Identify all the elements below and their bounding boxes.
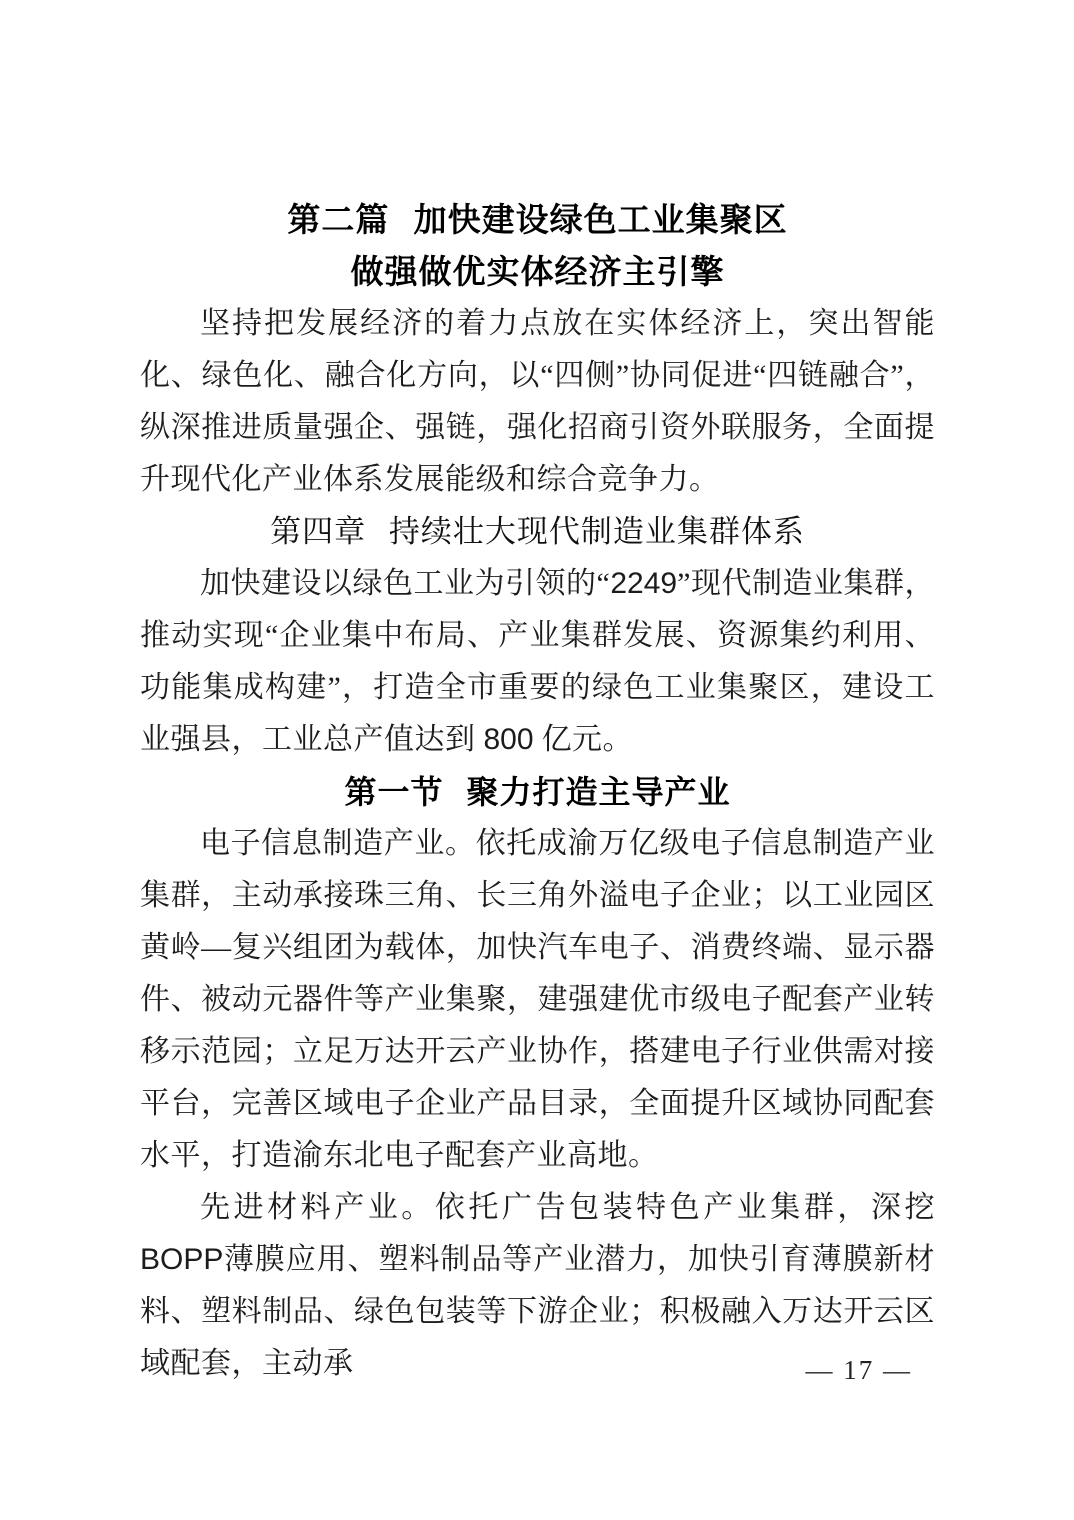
title-line-1: 第二篇 加快建设绿色工业集聚区 xyxy=(287,201,788,238)
title-line-2: 做强做优实体经济主引擎 xyxy=(350,253,725,290)
paragraph-manufacturing-cluster xyxy=(140,558,935,766)
text-segment: 先进材料产业。依托广告包装特色产业集群，深挖 xyxy=(200,1191,935,1224)
number-800: 800 xyxy=(483,723,534,756)
text-segment: 加快建设以绿色工业为引领的“ xyxy=(200,567,611,600)
document-content xyxy=(140,194,935,1390)
paragraph-economy-overview: 坚持把发展经济的着力点放在实体经济上，突出智能化、绿色化、融合化方向，以“四侧”协同促进“四链融合”，纵深推进质量强企、强链，强化招商引资外联服务，全面提升现代化产业体系发展能级和综合竞争力。 xyxy=(140,307,935,496)
section-heading: 第一节 聚力打造主导产业 xyxy=(344,774,731,810)
number-2249: 2249 xyxy=(610,567,678,600)
paragraph-electronics-industry: 电子信息制造产业。依托成渝万亿级电子信息制造产业集群，主动承接珠三角、长三角外溢电子企业；以工业园区黄岭—复兴组团为载体，加快汽车电子、消费终端、显示器件、被动元器件等产业集聚，建强建优市级电子配套产业转移示范园；立足万达开云产业协作，搭建电子行业供需对接平台，完善区域电子企业产品目录，全面提升区域协同配套水平，打造渝东北电子配套产业高地。 xyxy=(140,827,935,1172)
text-segment: 薄膜应用、塑料制品等产业潜力，加快引育薄膜新材料、塑料制品、绿色包装等下游企业；积极融入万达开云区域配套，主动承 xyxy=(140,1243,935,1380)
text-segment: ”现代制造业集群，推动实现“企业集中布局、产业集群发展、资源集约利用、功能集成构建”，打造全市重要的绿色工业集聚区，建设工业强县，工业总产值达到 xyxy=(140,567,935,756)
document-title xyxy=(140,194,935,298)
page-number: — 17 — xyxy=(805,1355,912,1385)
acronym-bopp: BOPP xyxy=(140,1243,224,1276)
chapter-heading: 第四章 持续壮大现代制造业集群体系 xyxy=(270,514,805,549)
text-segment: 亿元。 xyxy=(533,723,634,756)
